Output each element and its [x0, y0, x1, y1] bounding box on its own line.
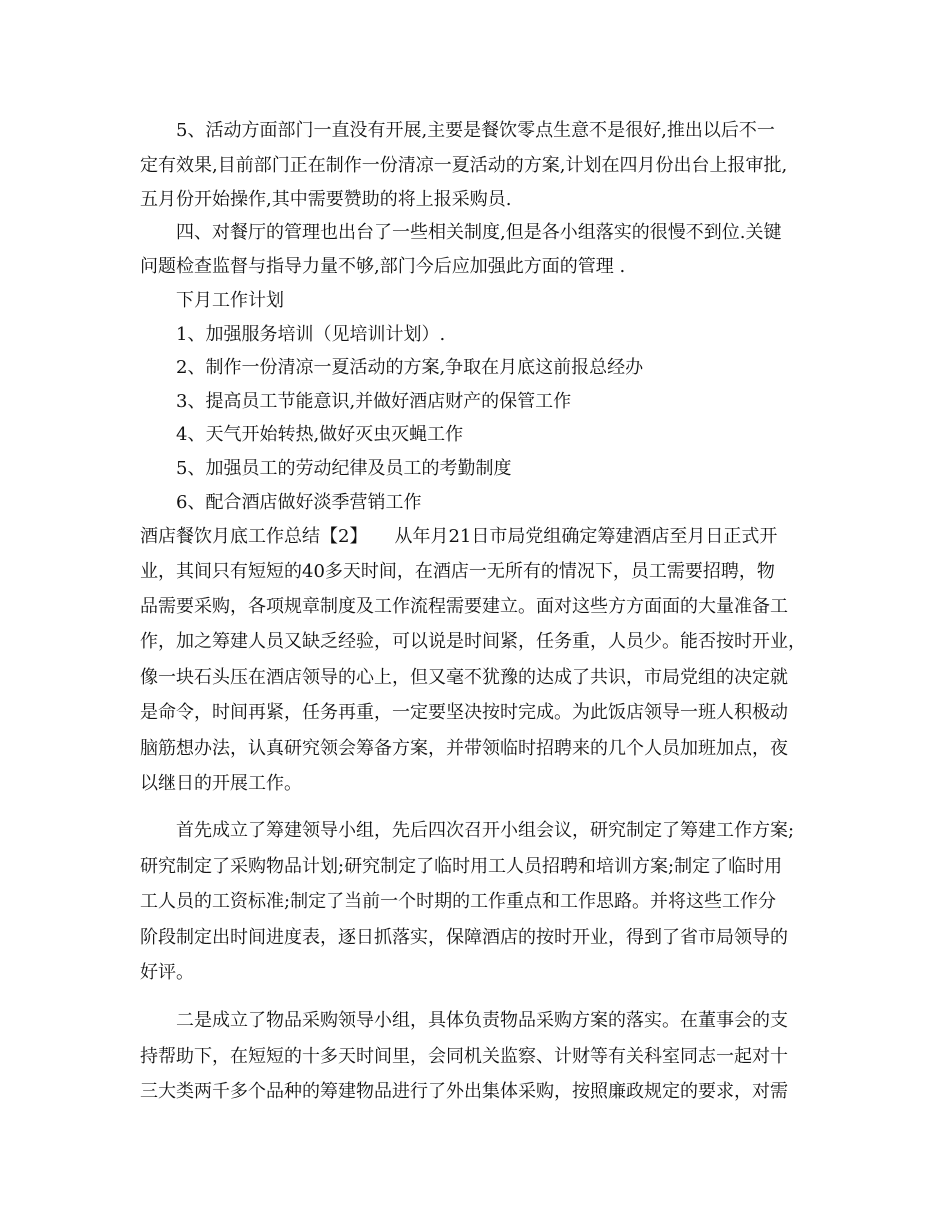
article-title-line: 酒店餐饮月底工作总结【2】 从年月21日市局党组确定筹建酒店至月日正式开 [140, 526, 778, 547]
list-item: 6、配合酒店做好淡季营销工作 [176, 492, 422, 513]
text-line: 业，其间只有短短的40多天时间，在酒店一无所有的情况下，员工需要招聘，物 [140, 561, 775, 582]
text-line: 首先成立了筹建领导小组，先后四次召开小组会议，研究制定了筹建工作方案; [176, 820, 795, 841]
text-line: 是命令，时间再紧，任务再重，一定要坚决按时完成。为此饭店领导一班人积极动 [140, 702, 788, 723]
text-line: 像一块石头压在酒店领导的心上，但又毫不犹豫的达成了共识，市局党组的决定就 [140, 667, 788, 688]
text-line: 阶段制定出时间进度表，逐日抓落实，保障酒店的按时开业，得到了省市局领导的 [140, 927, 788, 948]
text-line: 定有效果,目前部门正在制作一份清凉一夏活动的方案,计划在四月份出台上报审批, [140, 155, 788, 176]
list-item: 5、加强员工的劳动纪律及员工的考勤制度 [176, 458, 512, 479]
text-line: 五月份开始操作,其中需要赞助的将上报采购员. [140, 189, 512, 210]
text-line: 四、对餐厅的管理也出台了一些相关制度,但是各小组落实的很慢不到位.关键 [176, 222, 782, 243]
text-line: 持帮助下，在短短的十多天时间里，会同机关监察、计财等有关科室同志一起对十 [140, 1046, 788, 1067]
text-line: 好评。 [140, 962, 194, 983]
list-item: 1、加强服务培训（见培训计划）. [176, 324, 446, 345]
text-line: 脑筋想办法，认真研究领会筹备方案，并带领临时招聘来的几个人员加班加点，夜 [140, 738, 788, 759]
text-line: 以继日的开展工作。 [140, 773, 302, 794]
list-item: 4、天气开始转热,做好灭虫灭蝇工作 [176, 424, 464, 445]
section-heading: 下月工作计划 [176, 290, 284, 311]
text-line: 品需要采购，各项规章制度及工作流程需要建立。面对这些方方面面的大量准备工 [140, 596, 788, 617]
text-line: 作，加之筹建人员又缺乏经验，可以说是时间紧，任务重，人员少。能否按时开业， [140, 631, 806, 652]
text-line: 研究制定了采购物品计划;研究制定了临时用工人员招聘和培训方案;制定了临时用 [140, 856, 783, 877]
text-line: 问题检查监督与指导力量不够,部门今后应加强此方面的管理 . [140, 256, 626, 277]
list-item: 2、制作一份清凉一夏活动的方案,争取在月底这前报总经办 [176, 357, 644, 378]
text-line: 三大类两千多个品种的筹建物品进行了外出集体采购，按照廉政规定的要求，对需 [140, 1081, 788, 1102]
text-line: 二是成立了物品采购领导小组，具体负责物品采购方案的落实。在董事会的支 [176, 1010, 788, 1031]
list-item: 3、提高员工节能意识,并做好酒店财产的保管工作 [176, 391, 572, 412]
text-line: 5、活动方面部门一直没有开展,主要是餐饮零点生意不是很好,推出以后不一 [176, 120, 775, 141]
text-line: 工人员的工资标准;制定了当前一个时期的工作重点和工作思路。并将这些工作分 [140, 891, 777, 912]
